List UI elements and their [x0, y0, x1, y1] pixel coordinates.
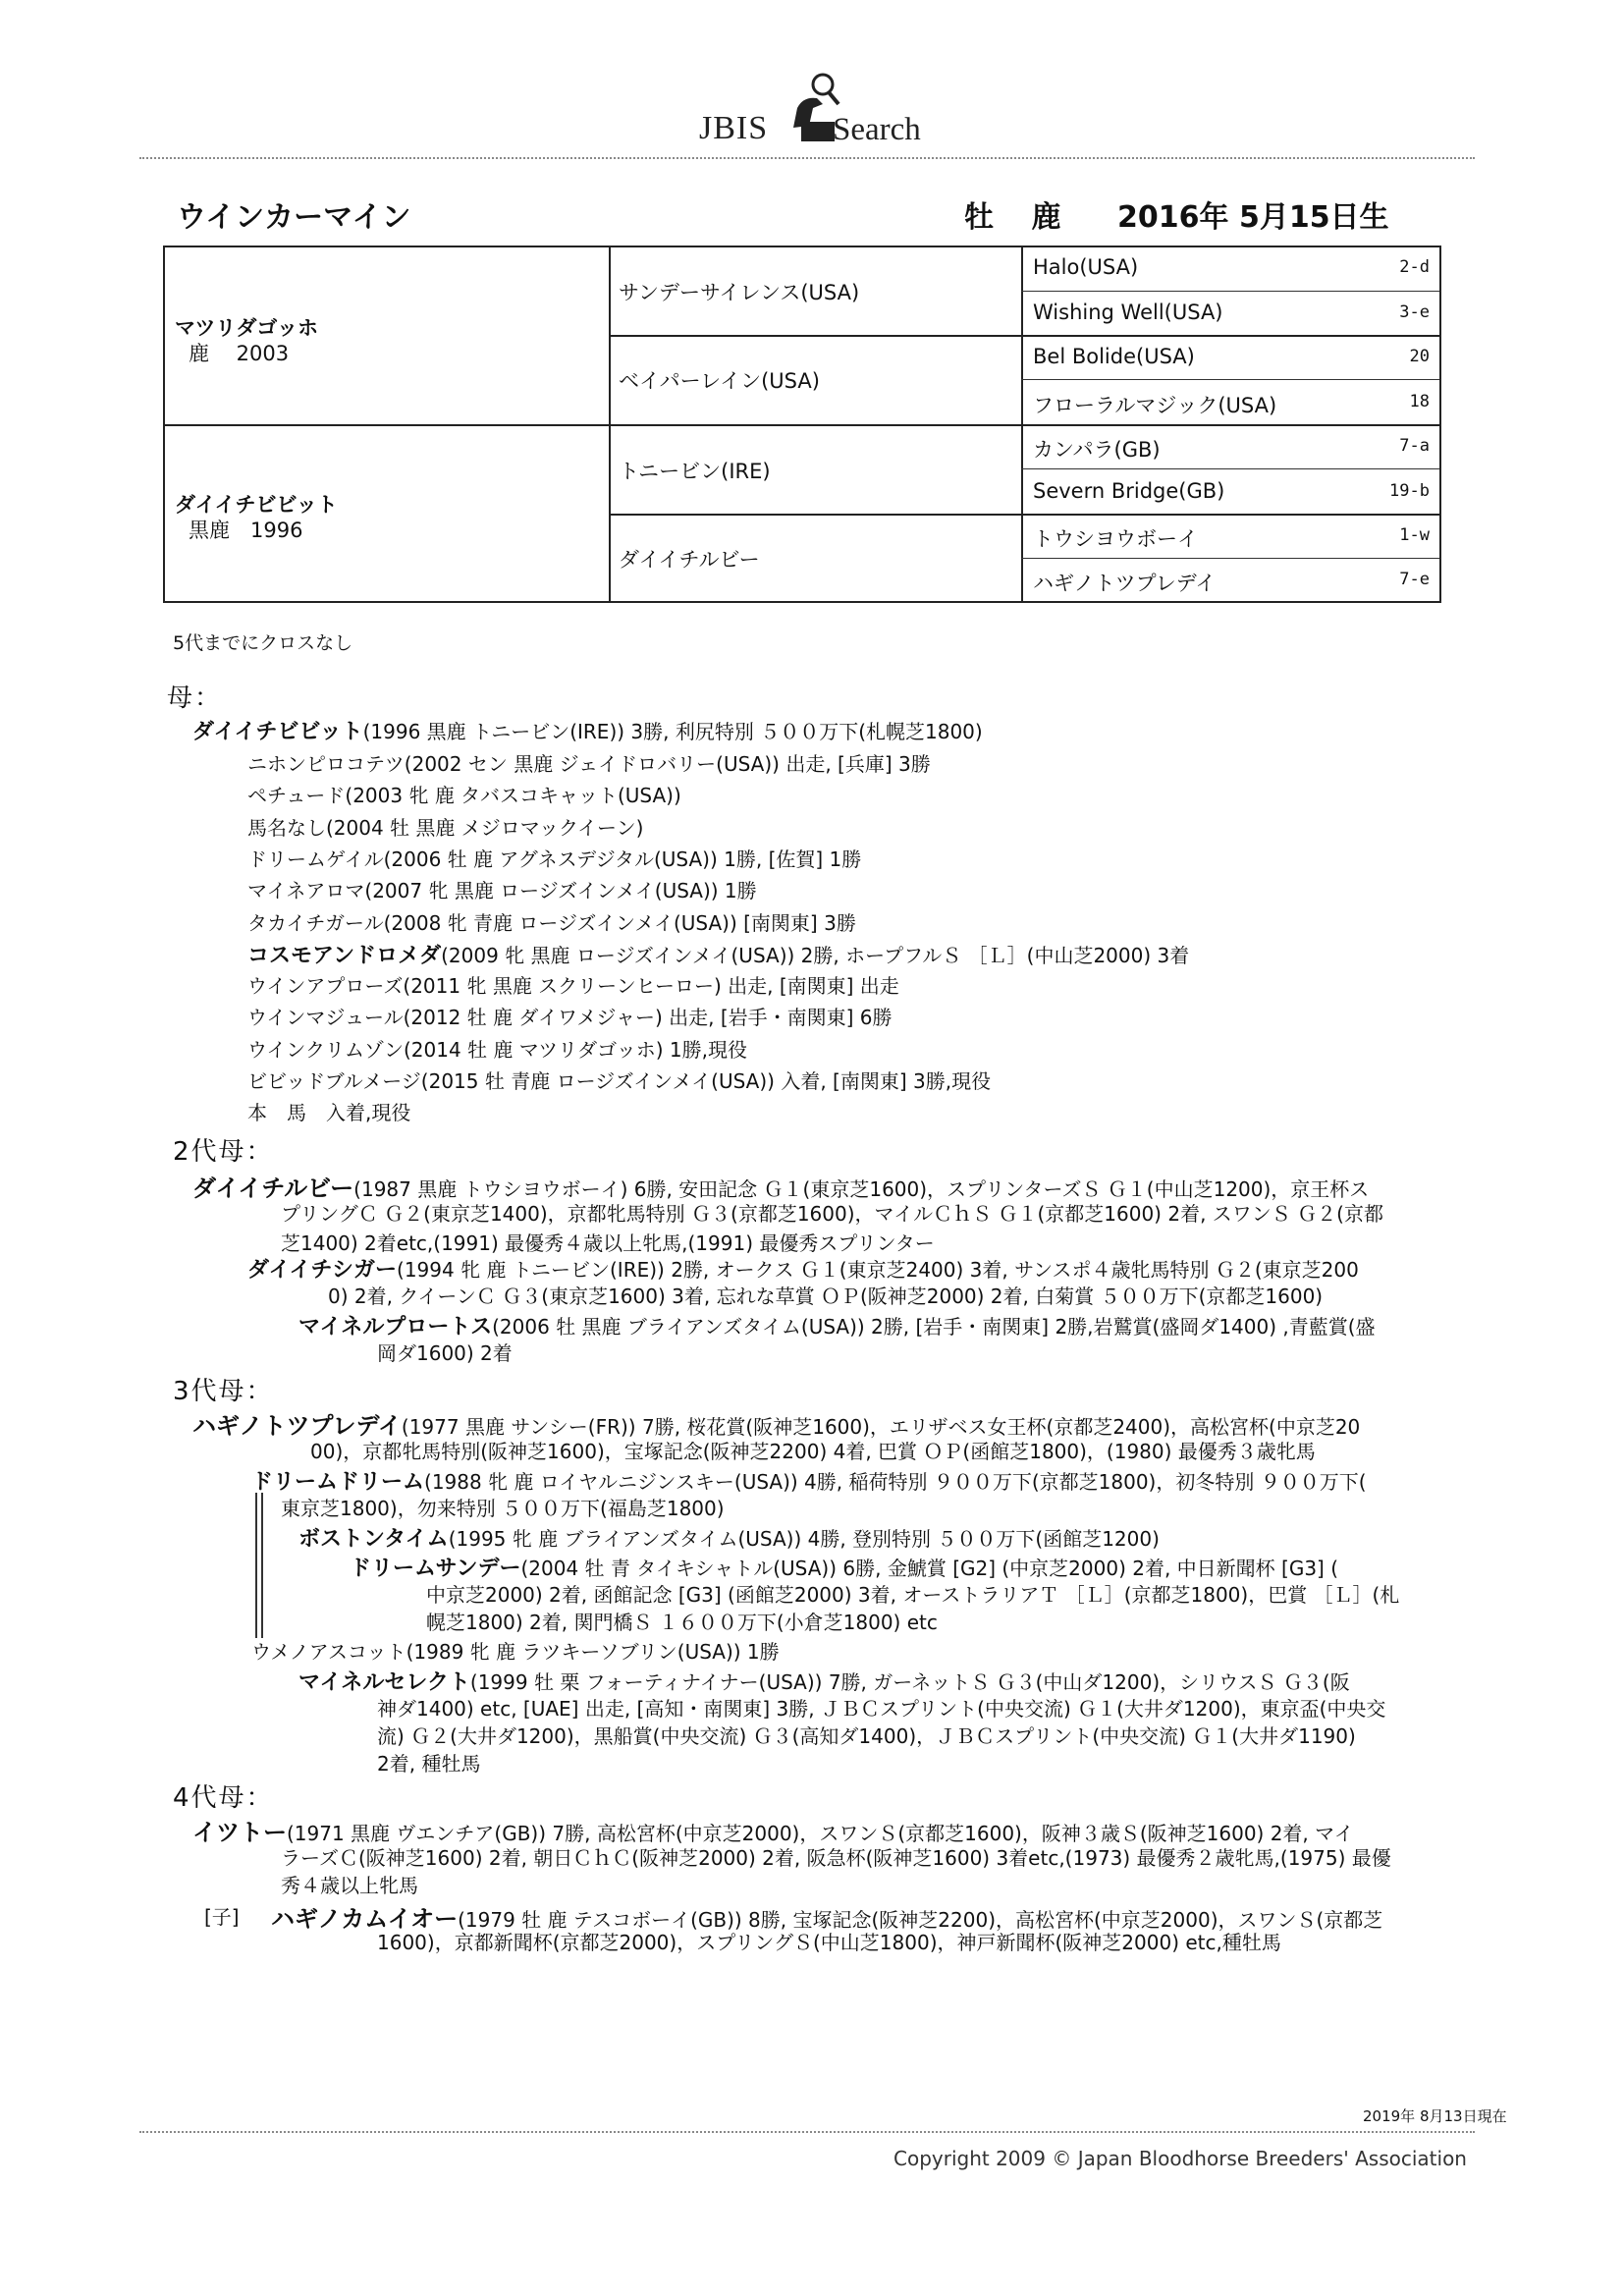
inbreeding-note: 5代までにクロスなし [173, 632, 353, 654]
dam-offspring-details: ウインアプローズ(2011 牝 黒鹿 スクリーンヒーロー) 出走, [南関東] 出走 [247, 974, 899, 999]
g2dam-details-line2: プリングＣ Ｇ２(東京芝1400)，京都牝馬特別 Ｇ３(京都芝1600)，マイルＣｈＳ Ｇ１(京都芝1600) 2着, スワンＳ Ｇ２(京都 [281, 1202, 1383, 1226]
pedigree-g2-1: サンデーサイレンス(USA) [619, 281, 860, 304]
pedigree-g3-3-code: 20 [1409, 347, 1430, 366]
dam-offspring-details: ペチュード(2003 牝 鹿 タバスコキャット(USA)) [247, 784, 681, 808]
pedigree-g2-3: トニービン(IRE) [619, 460, 771, 483]
pedigree-g3-4-code: 18 [1409, 392, 1430, 411]
sire-name: マツリダゴッホ [175, 316, 318, 340]
pedigree-g2-2: ベイパーレイン(USA) [619, 369, 820, 393]
dam-offspring-details: ビビッドブルメージ(2015 牡 青鹿 ロージズインメイ(USA)) 入着, [南関東] 3勝,現役 [247, 1069, 992, 1093]
section-g3dam-heading: 3代母： [173, 1377, 274, 1406]
g3dam-details-line2: 00)，京都牝馬特別(阪神芝1600)，宝塚記念(阪神芝2200) 4着, 巴賞 ＯＰ(函館芝1800)，(1980) 最優秀３歳牝馬 [310, 1440, 1316, 1463]
dam-offspring-item [247, 907, 856, 936]
dam-offspring-item [247, 1002, 893, 1030]
dam-offspring-item [247, 970, 899, 999]
pedigree-row-divider [1021, 379, 1439, 380]
g4dam-details-line2: ラーズＣ(阪神芝1600) 2着, 朝日ＣｈＣ(阪神芝2000) 2着, 阪急杯(阪神芝1600) 3着etc,(1973) 最優秀２歳牝馬,(1975) 最優 [281, 1846, 1391, 1870]
pedigree-row-divider [609, 335, 1439, 337]
dam-offspring-name: コスモアンドロメダ [247, 943, 442, 968]
pedigree-g2-4: ダイイチルビー [619, 548, 760, 572]
g2dam-grandchild-1-name: マイネルプロートス [298, 1315, 493, 1339]
g3dam-details: (1977 黒鹿 サンシー(FR)) 7勝, 桜花賞(阪神芝1600)，エリザベス女王杯(京都芝2400)，高松宮杯(中京芝20 [401, 1415, 1361, 1439]
pedigree-row-divider [1021, 468, 1439, 469]
pedigree-g3-2: Wishing Well(USA) [1033, 301, 1223, 324]
g4dam-child-1-name: ハギノカムイオー [271, 1905, 459, 1933]
pedigree-g3-7: トウシヨウボーイ [1033, 527, 1198, 551]
pedigree-g3-8: ハギノトツプレデイ [1033, 572, 1217, 595]
dam-info: 黒鹿 1996 [189, 519, 303, 542]
g2dam-child-1-line2: 0) 2着, クイーンＣ Ｇ３(東京芝1600) 3着, 忘れな草賞 ＯＰ(阪神芝2000) 2着, 白菊賞 ５００万下(京都芝1600) [328, 1285, 1324, 1308]
horse-name: ウインカーマイン [177, 200, 411, 235]
dam-offspring-item [247, 812, 643, 841]
pedigree-g3-6: Severn Bridge(GB) [1033, 479, 1225, 503]
dam-offspring-details: ウインマジュール(2012 牡 鹿 ダイワメジャー) 出走, [岩手・南関東] 6勝 [247, 1006, 893, 1030]
dam-entry-details: (1996 黒鹿 トニービン(IRE)) 3勝, 利尻特別 ５００万下(札幌芝1800) [362, 720, 983, 743]
g2dam-name: ダイイチルビー [192, 1175, 354, 1202]
g2dam-grandchild-1-line2: 岡ダ1600) 2着 [377, 1341, 513, 1365]
g3dam-grandchild-2-line2: 神ダ1400) etc, [UAE] 出走, [高知・南関東] 3勝, ＪＢＣスプリント(中央交流) Ｇ１(大井ダ1200)，東京盃(中央交 [377, 1697, 1386, 1721]
section-g4dam-heading: 4代母： [173, 1783, 274, 1813]
g3dam-ggchild-1-details: (2004 牡 青 タイキシャトル(USA)) 6勝, 金鯱賞 [G2] (中京芝2000) 2着, 中日新聞杯 [G3] ( [520, 1557, 1339, 1580]
dam-offspring-details: ニホンピロコテツ(2002 セン 黒鹿 ジェイドロバリー(USA)) 出走, [兵庫] 3勝 [247, 752, 931, 776]
pedigree-g3-2-code: 3-e [1399, 302, 1430, 322]
dam-entry-name: ダイイチビビット [192, 720, 363, 744]
pedigree-g3-3: Bel Bolide(USA) [1033, 345, 1195, 368]
dam-offspring-item [247, 1066, 991, 1094]
g3dam-grandchild-2-line3: 流) Ｇ２(大井ダ1200)，黒船賞(中央交流) Ｇ３(高知ダ1400)，ＪＢＣスプリント(中央交流) Ｇ１(大井ダ1190) [377, 1724, 1356, 1748]
sire-info: 鹿 2003 [189, 342, 290, 365]
copyright-notice: Copyright 2009 © Japan Bloodhorse Breeders' Association [893, 2147, 1467, 2170]
section-dam-heading: 母： [167, 683, 223, 713]
dam-offspring-item [247, 1097, 410, 1125]
g2dam-child-1-details: (1994 牝 鹿 トニービン(IRE)) 2勝, オークス Ｇ１(東京芝2400) 3着, サンスポ４歳牝馬特別 Ｇ２(東京芝200 [397, 1258, 1359, 1282]
pedigree-row-divider [1021, 558, 1439, 559]
dam-offspring-details: ウインクリムゾン(2014 牡 鹿 マツリダゴッホ) 1勝,現役 [247, 1037, 748, 1062]
dam-offspring-details: マイネアロマ(2007 牝 黒鹿 ロージズインメイ(USA)) 1勝 [247, 879, 757, 903]
dam-offspring-item [247, 1034, 747, 1063]
g3dam-grandchild-1 [298, 1522, 1160, 1553]
g3dam-lineage-bar-2 [261, 1493, 263, 1638]
pedigree-g3-1-code: 2-d [1399, 257, 1430, 277]
pedigree-g3-5: カンパラ(GB) [1033, 438, 1161, 462]
pedigree-g3-6-code: 19-b [1389, 481, 1430, 501]
g3dam-grandchild-1-details: (1995 牝 鹿 ブライアンズタイム(USA)) 4勝, 登別特別 ５００万下(函館芝1200) [448, 1527, 1160, 1551]
dam-offspring-item [247, 780, 681, 808]
g3dam-ggchild-1 [350, 1552, 1338, 1582]
g3dam-child-1-name: ドリームドリーム [251, 1470, 425, 1495]
pedigree-row-divider [1021, 291, 1439, 292]
horse-sex-color: 牡 鹿 [964, 200, 1075, 235]
pedigree-row-divider [165, 424, 1439, 426]
horse-birth-date: 2016年 5月15日生 [1117, 200, 1389, 235]
dam-name: ダイイチビビット [175, 493, 338, 517]
g2dam-details: (1987 黒鹿 トウシヨウボーイ) 6勝, 安田記念 Ｇ１(東京芝1600)，スプリンターズＳ Ｇ１(中山芝1200)，京王杯ス [353, 1177, 1370, 1201]
g4dam-details-line3: 秀４歳以上牝馬 [281, 1874, 418, 1897]
logo-text-jbis: JBIS [699, 110, 769, 146]
header-divider [139, 157, 1475, 159]
pedigree-g3-4: フローラルマジック(USA) [1033, 394, 1277, 417]
dam-offspring-item [247, 844, 861, 872]
dam-offspring-details: 馬名なし(2004 牡 黒鹿 メジロマックイーン) [247, 815, 644, 840]
g3dam-child-1-details: (1988 牝 鹿 ロイヤルニジンスキー(USA)) 4勝, 稲荷特別 ９００万下(京都芝1800)，初冬特別 ９００万下( [424, 1470, 1367, 1494]
g3dam-child-1-line2: 東京芝1800)，勿来特別 ５００万下(福島芝1800) [281, 1497, 725, 1520]
g2dam-details-line3: 芝1400) 2着etc,(1991) 最優秀４歳以上牝馬,(1991) 最優秀スプリンター [281, 1231, 935, 1255]
pedigree-g3-8-code: 7-e [1399, 570, 1430, 589]
g2dam-grandchild-1-details: (2006 牡 黒鹿 ブライアンズタイム(USA)) 2勝, [岩手・南関東] 2勝,岩鷲賞(盛岡ダ1400) ,青藍賞(盛 [492, 1315, 1376, 1339]
dam-offspring-item [247, 748, 931, 777]
g3dam-grandchild-2 [298, 1666, 1350, 1696]
dam-offspring-details: 本 馬 入着,現役 [247, 1101, 411, 1125]
g4dam-child-1-line2: 1600)，京都新聞杯(京都芝2000)，スプリングＳ(中山芝1800)，神戸新聞杯(阪神芝2000) etc,種牡馬 [377, 1931, 1281, 1954]
dam-offspring-details: タカイチガール(2008 牝 青鹿 ロージズインメイ(USA)) [南関東] 3勝 [247, 910, 856, 935]
dam-offspring-details: (2009 牝 黒鹿 ロージズインメイ(USA)) 2勝, ホープフルＳ ［Ｌ］(中山芝2000) 3着 [441, 943, 1190, 967]
g3dam-child-1 [251, 1465, 1367, 1496]
dam-offspring-item [247, 875, 757, 903]
g2dam-child-1-name: ダイイチシガー [247, 1258, 398, 1283]
g2dam-grandchild-1 [298, 1310, 1376, 1340]
logo-text-search: Search [833, 112, 921, 147]
dam-offspring-item [247, 939, 1189, 969]
dam-entry [192, 715, 983, 745]
pedigree-row-divider [609, 514, 1439, 516]
g3dam-ggchild-1-name: ドリームサンデー [350, 1557, 521, 1581]
g2dam-child-1 [247, 1253, 1359, 1284]
g3dam-grandchild-1-name: ボストンタイム [298, 1527, 449, 1552]
section-g2dam-heading: 2代母： [173, 1137, 274, 1167]
pedigree-g3-5-code: 7-a [1399, 436, 1430, 456]
pedigree-g3-1: Halo(USA) [1033, 255, 1139, 279]
dam-offspring-details: ドリームゲイル(2006 牡 鹿 アグネスデジタル(USA)) 1勝, [佐賀] 1勝 [247, 847, 862, 871]
g3dam-name: ハギノトツプレデイ [192, 1412, 402, 1440]
g3dam-child-2: ウメノアスコット(1989 牝 鹿 ラツキーソブリン(USA)) 1勝 [251, 1640, 780, 1664]
pedigree-g3-7-code: 1-w [1399, 525, 1430, 545]
g4dam-child-tag: [子] [204, 1905, 240, 1929]
footer-divider [139, 2131, 1475, 2133]
g3dam-grandchild-2-details: (1999 牡 栗 フォーティナイナー(USA)) 7勝, ガーネットＳ Ｇ３(中山ダ1200)，シリウスＳ Ｇ３(阪 [469, 1670, 1350, 1694]
g3dam-lineage-bar [255, 1493, 257, 1638]
g3dam-grandchild-2-line4: 2着, 種牡馬 [377, 1752, 481, 1776]
g3dam-ggchild-1-line2: 中京芝2000) 2着, 函館記念 [G3] (函館芝2000) 3着, オーストラリアＴ ［Ｌ］(京都芝1800)，巴賞 ［Ｌ］(札 [426, 1583, 1400, 1607]
g4dam-details: (1971 黒鹿 ヴエンチア(GB)) 7勝, 高松宮杯(中京芝2000)，スワンＳ(京都芝1600)，阪神３歳Ｓ(阪神芝1600) 2着, マイ [287, 1822, 1354, 1845]
g3dam-grandchild-2-name: マイネルセレクト [298, 1670, 470, 1695]
g4dam-name: イツトー [192, 1819, 287, 1846]
as-of-date: 2019年 8月13日現在 [1363, 2107, 1507, 2125]
pedigree-table [163, 246, 1441, 603]
g4dam-child-1-details: (1979 牡 鹿 テスコボーイ(GB)) 8勝, 宝塚記念(阪神芝2200)，高松宮杯(中京芝2000)，スワンＳ(京都芝 [458, 1908, 1383, 1932]
g3dam-ggchild-1-line3: 幌芝1800) 2着, 関門橋Ｓ １６００万下(小倉芝1800) etc [426, 1611, 938, 1634]
